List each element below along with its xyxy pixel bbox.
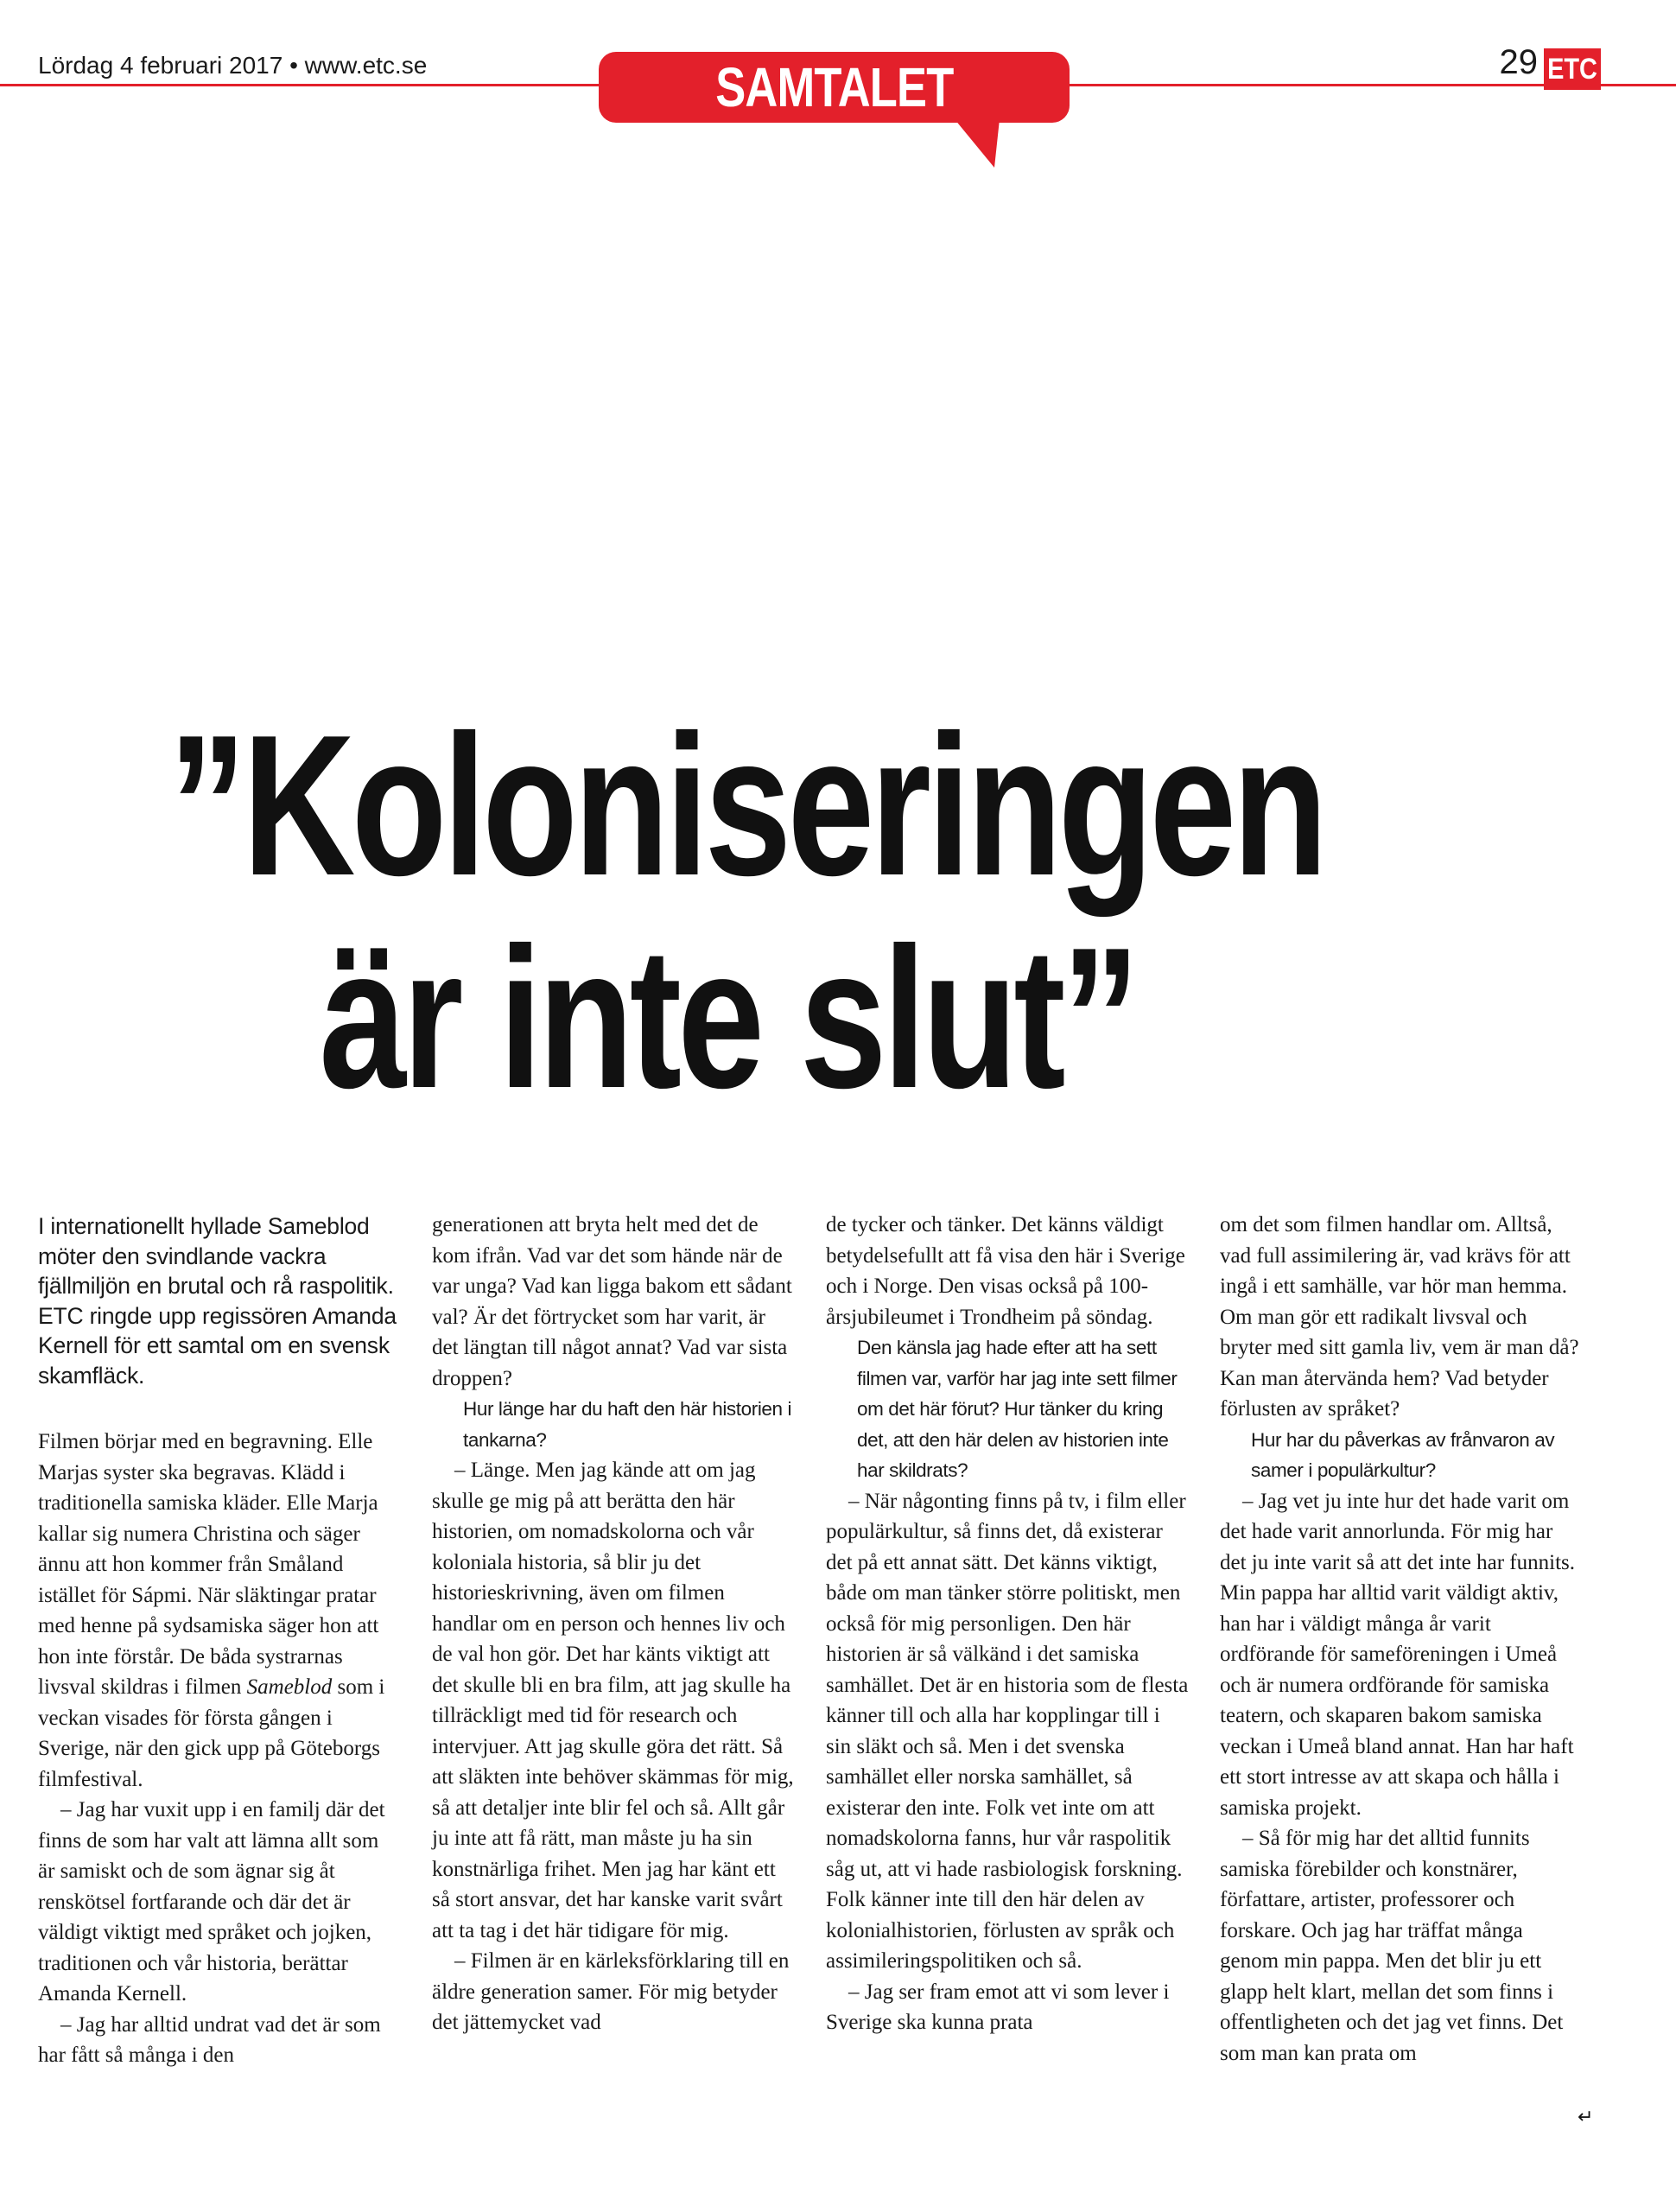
paragraph: – När någonting finns på tv, i film eller populärkultur, så finns det, då existerar det på ett annat sätt. Det känns viktigt, både om man tänker större politiskt, men också för mig personligen. Den här historien är så välkänd i det samiska samhället. Det är en historia som de flesta känner till och alla har kopplingar till i sin släkt och så. Men i det svenska samhället eller norska samhället, så existerar den inte. Folk vet inte om att nomadskolorna fanns, hur vår raspolitik såg ut, att vi hade rasbiologisk forskning. Folk känner inte till den här delen av kolonialhistorien, förlusten av språk och assimileringspolitiken och så.: [826, 1489, 1189, 1973]
paragraph: – Jag har vuxit upp i en familj där det finns de som har valt att lämna allt som är samiskt och de som ägnar sig åt renskötsel fortfarande och där det är väldigt viktigt med språket och jojken, traditionen och vår historia, berättar Amanda Kernell.: [38, 1798, 385, 2005]
paragraph: – Filmen är en kärleksförklaring till en äldre generation samer. För mig betyder det jättemycket vad: [432, 1949, 790, 2034]
article-column-1: [38, 1210, 401, 2071]
continue-arrow-icon: ↵: [1578, 2107, 1594, 2128]
etc-logo: [1544, 48, 1601, 90]
article-column-4: [1220, 1210, 1583, 2069]
article-column-2: [432, 1210, 795, 2038]
paragraph: Filmen börjar med en begravning. Elle Marjas syster ska begravas. Klädd i traditionella samiska kläder. Elle Marja kallar sig numera Christina och säger ännu att hon kommer från Småland istället för Sápmi. När släktingar pratar med henne på sydsamiska säger hon att hon inte förstår. De båda systrarnas livsval skildras i filmen Sameblod som i veckan visades för första gången i Sverige, när den gick upp på Göteborgs filmfestival.: [38, 1430, 385, 1791]
headline-line-1: ”Koloniseringen: [168, 694, 1324, 918]
headline-line-2: är inte slut”: [320, 906, 1136, 1130]
paragraph: – Jag vet ju inte hur det hade varit om det hade varit annorlunda. För mig har det ju inte varit så att det inte har funnits. Min pappa har alltid varit väldigt aktiv, han har i väldigt många år varit ordförande för sameföreningen i Umeå och är numera ordförande för samiska teatern, och skaparen bakom samiska veckan i Umeå bland annat. Han har haft ett stort intresse av att skapa och hålla i samiska projekt.: [1220, 1489, 1575, 1820]
section-tab: [599, 52, 1070, 123]
paragraph: om det som filmen handlar om. Alltså, vad full assimilering är, vad krävs för att ingå i ett samhälle, var hör man hemma. Om man gör ett radikalt livsval och bryter med sitt gamla liv, vem är man då? Kan man återvända hem? Vad betyder förlusten av språket?: [1220, 1213, 1579, 1421]
logo-text: ETC: [1547, 52, 1597, 86]
interview-question: Hur länge har du haft den här historien i tankarna?: [463, 1398, 792, 1451]
section-label: SAMTALET: [714, 56, 954, 118]
headline: [168, 694, 1516, 1130]
interview-question: Hur har du påverkas av frånvaron av samer i populärkultur?: [1251, 1428, 1555, 1481]
paragraph: – Jag har alltid undrat vad det är som har fått så många i den: [38, 2012, 381, 2067]
film-title: Sameblod: [246, 1675, 333, 1699]
paragraph: – Jag ser fram emot att vi som lever i Sverige ska kunna prata: [826, 1980, 1170, 2034]
paragraph: generationen att bryta helt med det de kom ifrån. Vad var det som hände när de var unga? Vad kan ligga bakom ett sådant val? Är det förtrycket som har varit, är det längtan till något annat? Vad var sista droppen?: [432, 1213, 792, 1390]
speech-bubble-tail-icon: [955, 119, 1006, 171]
page-number: 29: [1499, 43, 1538, 81]
dateline: Lördag 4 februari 2017 • www.etc.se: [38, 52, 428, 79]
ingress: I internationellt hyllade Sameblod möter den svindlande vackra fjällmiljön en brutal och rå raspolitik. ETC ringde upp regissören Amanda Kernell för ett samtal om en svensk skamfläck.: [38, 1213, 397, 1389]
paragraph: – Så för mig har det alltid funnits samiska förebilder och konstnärer, författare, artister, professorer och forskare. Och jag har träffat många genom min pappa. Men det blir ju ett glapp helt klart, mellan det som finns i offentligheten och det jag vet finns. Det som man kan prata om: [1220, 1827, 1564, 2065]
article-column-3: [826, 1210, 1189, 2038]
interview-question: Den känsla jag hade efter att ha sett filmen var, varför har jag inte sett filmer om det här förut? Hur tänker du kring det, att den här delen av historien inte har skildrats?: [857, 1337, 1178, 1481]
paragraph: de tycker och tänker. Det känns väldigt betydelsefullt att få visa den här i Sverige och i Norge. Den visas också på 100-årsjubileumet i Trondheim på söndag.: [826, 1213, 1185, 1329]
paragraph: – Länge. Men jag kände att om jag skulle ge mig på att berätta den här historien, om nomadskolorna och vår koloniala historia, så blir ju det historieskrivning, även om filmen handlar om en person och hennes liv och de val hon gör. Det har känts viktigt att det skulle bli en bra film, att jag skulle ha tillräckligt med tid för research och intervjuer. Att jag skulle göra det rätt. Så att släkten inte behöver skämmas för mig, så att detaljer inte blir fel och så. Allt går ju inte att få rätt, man måste ju ha sin konstnärliga frihet. Men jag har känt ett så stort ansvar, det har kanske varit svårt att ta tag i det här tidigare för mig.: [432, 1459, 794, 1942]
